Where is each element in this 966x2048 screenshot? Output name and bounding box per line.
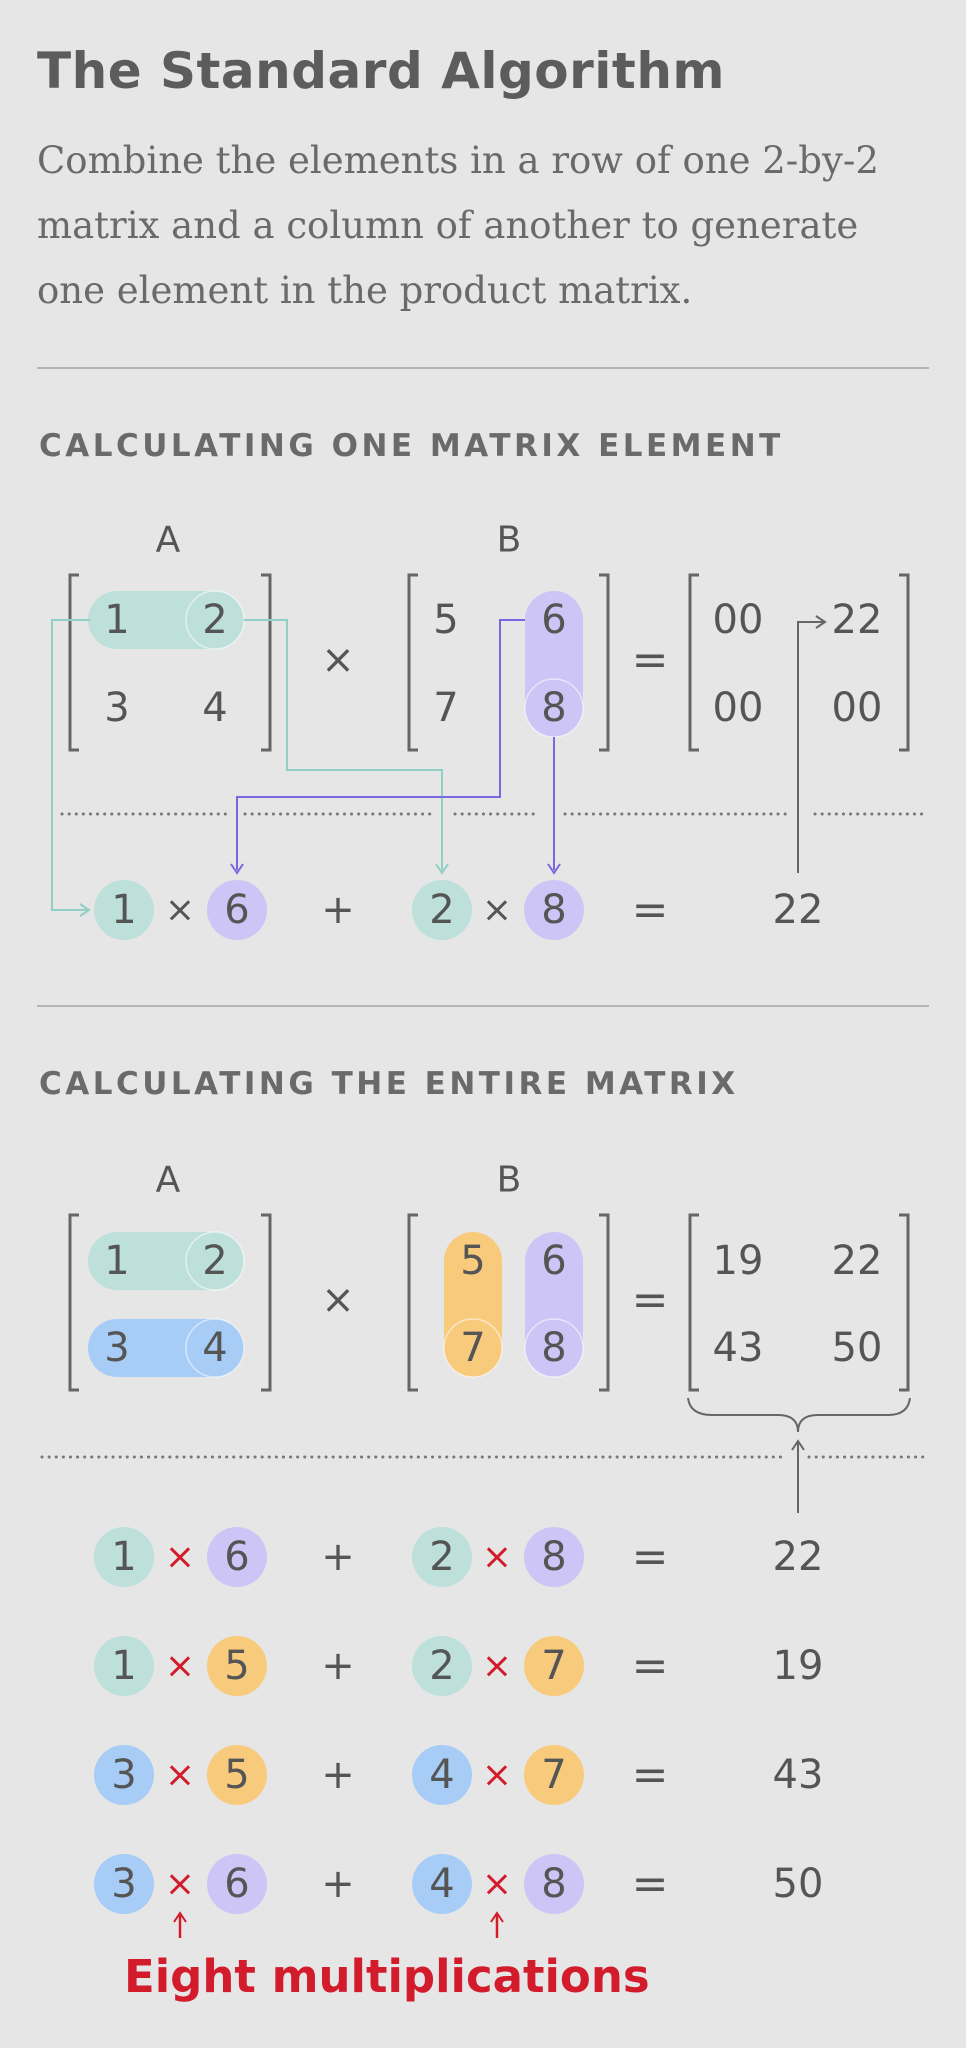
bracket-matrix-c-1-left [690, 575, 699, 750]
eq2-row-3-equals: = [631, 1858, 669, 1910]
matrix-c-2-cell-0-0: 19 [712, 1238, 764, 1284]
eq2-row-3-times-1: × [164, 1863, 196, 1905]
equals-sign-1: = [631, 634, 669, 686]
eq2-row-3-result: 50 [772, 1861, 824, 1907]
matrix-b-2-cell-1-0: 7 [460, 1325, 486, 1371]
eq2-row-1-b1: 5 [224, 1643, 250, 1689]
eq2-row-1-equals: = [631, 1640, 669, 1692]
bracket-matrix-b-1-left [409, 575, 418, 750]
eq2-row-1-plus: + [321, 1643, 355, 1689]
eq1-times-2: × [481, 889, 513, 931]
eq2-row-1-times-2: × [481, 1645, 513, 1687]
eq1-b2: 8 [541, 887, 567, 933]
matrix-c-1-cell-0-0: 00 [712, 597, 764, 643]
times-sign-2: × [321, 1277, 355, 1323]
eq1-a2: 2 [429, 887, 455, 933]
bracket-matrix-a-2-right [261, 1215, 270, 1390]
eq2-row-2-b2: 7 [541, 1752, 567, 1798]
eq2-row-2-a2: 4 [429, 1752, 455, 1798]
bracket-matrix-b-2-left [409, 1215, 418, 1390]
eq2-row-2-a1: 3 [111, 1752, 137, 1798]
matrix-a-2-cell-0-1: 2 [202, 1238, 228, 1284]
eq2-row-2-b1: 5 [224, 1752, 250, 1798]
eq2-row-0-times-2: × [481, 1536, 513, 1578]
eight-multiplications-note: Eight multiplications [124, 1950, 650, 2003]
bracket-matrix-a-1-right [261, 575, 270, 750]
matrix-a-1-cell-0-1: 2 [202, 597, 228, 643]
matrix-b-1-cell-1-1: 8 [541, 685, 567, 731]
eq1-a1: 1 [111, 887, 137, 933]
matrix-a-1-cell-1-0: 3 [104, 685, 130, 731]
eq2-row-2-plus: + [321, 1752, 355, 1798]
section-heading-entire-matrix: CALCULATING THE ENTIRE MATRIX [39, 1066, 739, 1102]
eq1-equals: = [631, 884, 669, 936]
eq2-row-0-result: 22 [772, 1534, 824, 1580]
matrix-c-2-cell-0-1: 22 [831, 1238, 883, 1284]
eq2-row-3-b1: 6 [224, 1861, 250, 1907]
label-matrix-a-2: A [155, 1159, 181, 1201]
eq2-row-3-times-2: × [481, 1863, 513, 1905]
eq2-row-1-a1: 1 [111, 1643, 137, 1689]
eq2-row-0-b2: 8 [541, 1534, 567, 1580]
bracket-matrix-c-2-right [899, 1215, 908, 1390]
matrix-a-2-cell-1-0: 3 [104, 1325, 130, 1371]
matrix-b-1-cell-0-1: 6 [541, 597, 567, 643]
subtitle-line-2: matrix and a column of another to generate [37, 204, 859, 247]
matrix-b-2-cell-1-1: 8 [541, 1325, 567, 1371]
eq1-b1: 6 [224, 887, 250, 933]
page-title: The Standard Algorithm [37, 42, 726, 100]
bracket-matrix-a-2-left [70, 1215, 79, 1390]
bracket-matrix-c-2-left [690, 1215, 699, 1390]
bracket-matrix-b-2-right [599, 1215, 608, 1390]
subtitle-line-3: one element in the product matrix. [37, 269, 693, 312]
eq1-result: 22 [772, 887, 824, 933]
matrix-c-1-cell-1-1: 00 [831, 685, 883, 731]
eq2-row-3-a1: 3 [111, 1861, 137, 1907]
label-matrix-b-2: B [496, 1159, 522, 1201]
equals-sign-2: = [631, 1274, 669, 1326]
label-matrix-a-1: A [155, 519, 181, 561]
bracket-matrix-a-1-left [70, 575, 79, 750]
times-sign-1: × [321, 637, 355, 683]
eq2-row-0-plus: + [321, 1534, 355, 1580]
label-matrix-b-1: B [496, 519, 522, 561]
matrix-b-2-cell-0-0: 5 [460, 1238, 486, 1284]
eq2-row-2-equals: = [631, 1749, 669, 1801]
curly-brace-product [688, 1398, 910, 1432]
section-heading-one-element: CALCULATING ONE MATRIX ELEMENT [39, 428, 784, 464]
eq2-row-0-times-1: × [164, 1536, 196, 1578]
subtitle-line-1: Combine the elements in a row of one 2-by-2 [37, 139, 879, 182]
eq2-row-3-b2: 8 [541, 1861, 567, 1907]
matrix-b-1-cell-1-0: 7 [433, 685, 459, 731]
matrix-b-2-cell-0-1: 6 [541, 1238, 567, 1284]
matrix-a-1-cell-1-1: 4 [202, 685, 228, 731]
matrix-b-1-cell-0-0: 5 [433, 597, 459, 643]
matrix-c-2-cell-1-0: 43 [712, 1325, 764, 1371]
eq2-row-0-a2: 2 [429, 1534, 455, 1580]
eq2-row-2-times-1: × [164, 1754, 196, 1796]
eq2-row-1-b2: 7 [541, 1643, 567, 1689]
eq2-row-1-a2: 2 [429, 1643, 455, 1689]
eq1-plus: + [321, 887, 355, 933]
eq2-row-2-result: 43 [772, 1752, 824, 1798]
matrix-c-1-cell-1-0: 00 [712, 685, 764, 731]
eq2-row-1-result: 19 [772, 1643, 824, 1689]
connector-result-to-matrix [798, 622, 825, 873]
eq1-times-1: × [164, 889, 196, 931]
eq2-row-0-equals: = [631, 1531, 669, 1583]
eq2-row-0-a1: 1 [111, 1534, 137, 1580]
matrix-a-2-cell-1-1: 4 [202, 1325, 228, 1371]
bracket-matrix-b-1-right [599, 575, 608, 750]
eq2-row-1-times-1: × [164, 1645, 196, 1687]
bracket-matrix-c-1-right [899, 575, 908, 750]
eq2-row-0-b1: 6 [224, 1534, 250, 1580]
eq2-row-2-times-2: × [481, 1754, 513, 1796]
matrix-a-1-cell-0-0: 1 [104, 597, 130, 643]
eq2-row-3-a2: 4 [429, 1861, 455, 1907]
matrix-a-2-cell-0-0: 1 [104, 1238, 130, 1284]
matrix-c-2-cell-1-1: 50 [831, 1325, 883, 1371]
connector-b1-to-eq [237, 620, 525, 870]
eq2-row-3-plus: + [321, 1861, 355, 1907]
matrix-c-1-cell-0-1: 22 [831, 597, 883, 643]
